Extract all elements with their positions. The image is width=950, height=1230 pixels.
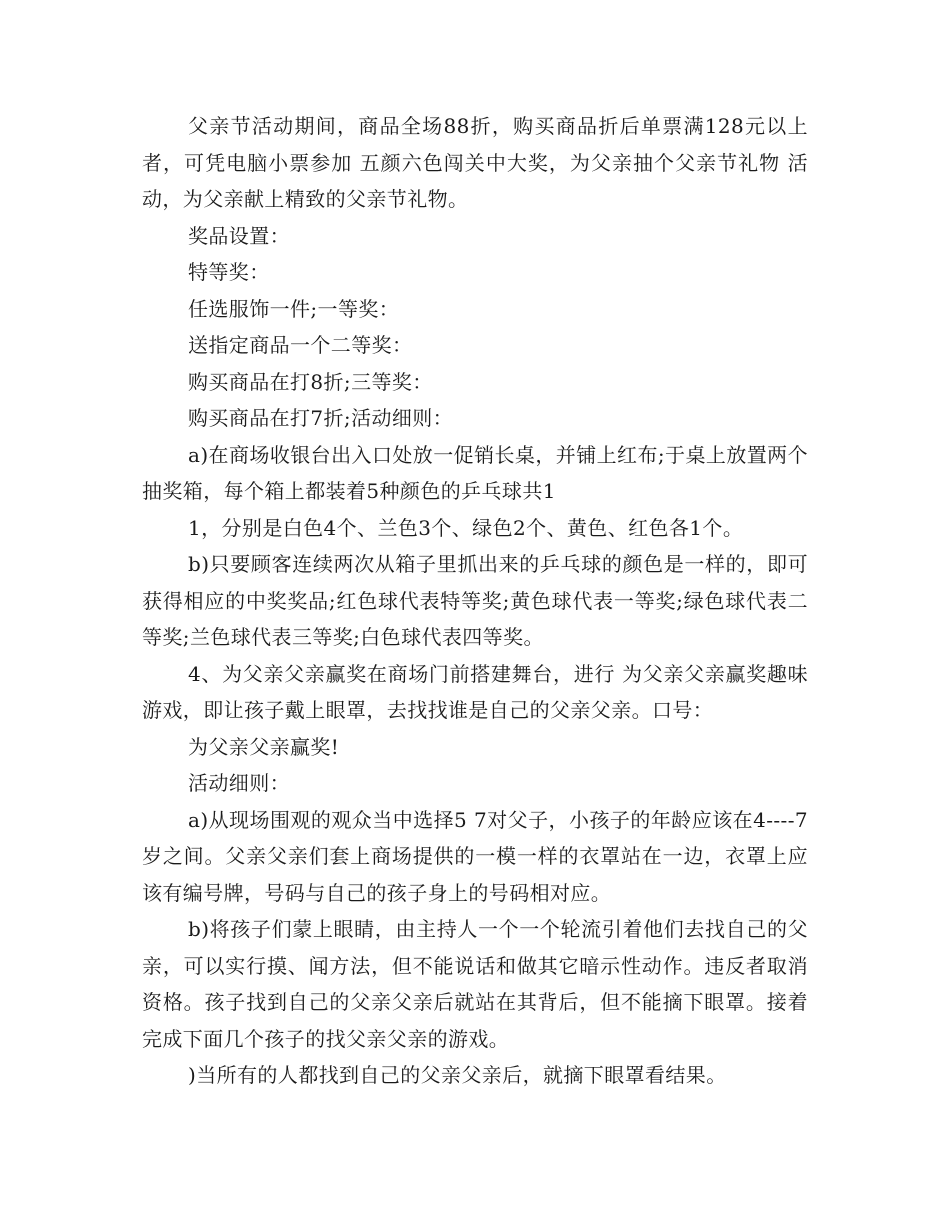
paragraph-first-prize: 任选服饰一件;一等奖： (188, 296, 400, 321)
paragraph-rule-b-prizes: b)只要顾客连续两次从箱子里抓出来的乒乓球的颜色是一样的，即可获得相应的中奖奖品;红色球代表特等奖;黄色球代表一等奖;绿色球代表二等奖;兰色球代表三等奖;白色球代表四等奖。 (142, 552, 808, 649)
paragraph-game-rule-c: )当所有的人都找到自己的父亲父亲后，就摘下眼罩看结果。 (188, 1063, 727, 1087)
paragraph-rule-a-setup: a)在商场收银台出入口处放一促销长桌，并铺上红布;于桌上放置两个抽奖箱，每个箱上都装着5种颜色的乒乓球共1 (142, 442, 808, 503)
paragraph-third-prize: 购买商品在打8折;三等奖： (188, 369, 433, 394)
paragraph-game-rules-heading: 活动细则： (188, 771, 290, 795)
paragraph-game-rule-a: a)从现场围观的观众当中选择5 7对父子，小孩子的年龄应该在4----7岁之间。父亲父亲们套上商场提供的一模一样的衣罩站在一边，衣罩上应该有编号牌，号码与自己的孩子身上的号码相对应。 (142, 807, 808, 905)
paragraph-second-prize: 送指定商品一个二等奖： (188, 333, 413, 357)
paragraph-game-rule-b: b)将孩子们蒙上眼睛，由主持人一个一个轮流引着他们去找自己的父亲，可以实行摸、闻方法，但不能说话和做其它暗示性动作。违反者取消资格。孩子找到自己的父亲父亲后就站在其背后，但不能摘下眼罩。接着完成下面几个孩子的找父亲父亲的游戏。 (142, 917, 808, 1051)
paragraph-grand-prize: 特等奖： (188, 260, 270, 284)
paragraph-slogan: 为父亲父亲赢奖! (188, 734, 340, 759)
paragraph-rules-heading: 购买商品在打7折;活动细则： (188, 406, 454, 430)
paragraph-ball-colors: 1，分别是白色4个、兰色3个、绿色2个、黄色、红色各1个。 (188, 515, 744, 540)
paragraph-promotion-intro: 父亲节活动期间，商品全场88折，购买商品折后单票满128元以上者，可凭电脑小票参加 五颜六色闯关中大奖，为父亲抽个父亲节礼物 活动，为父亲献上精致的父亲节礼物。 (142, 114, 808, 211)
document-body (142, 108, 808, 1094)
paragraph-stage-game: 4、为父亲父亲赢奖在商场门前搭建舞台，进行 为父亲父亲赢奖趣味游戏，即让孩子戴上眼罩，去找找谁是自己的父亲父亲。口号： (142, 661, 808, 722)
paragraph-prize-settings-heading: 奖品设置： (188, 223, 290, 248)
